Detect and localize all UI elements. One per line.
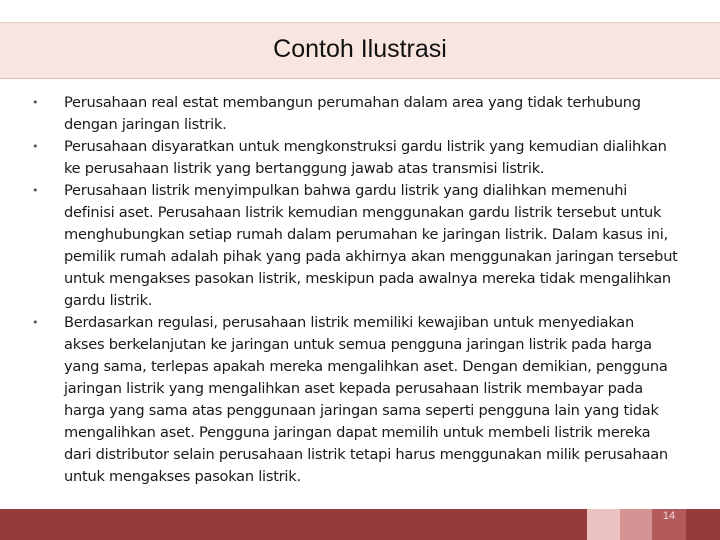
page-number: 14 <box>662 510 676 522</box>
bullet-dot-icon: • <box>32 184 39 197</box>
footer-accent-block-4 <box>686 509 720 540</box>
bullet-list <box>28 92 678 488</box>
bullet-text: Berdasarkan regulasi, perusahaan listrik memiliki kewajiban untuk menyediakan akses berkelanjutan ke jaringan untuk semua pengguna jaringan listrik pada harga yang sama, terlepas apakah mereka mengalihkan aset. Dengan demikian, pengguna jaringan listrik yang mengalihkan aset kepada perusahaan listrik membayar pada harga yang sama atas penggunaan jaringan sama seperti pengguna lain yang tidak mengalihkan aset. Pengguna jaringan dapat memilih untuk membeli listrik mereka dari distributor selain perusahaan listrik tetapi harus menggunakan milik perusahaan untuk mengakses pasokan listrik. <box>64 314 668 485</box>
bullet-item <box>28 312 678 488</box>
footer-bar <box>0 509 720 540</box>
bullet-dot-icon: • <box>32 140 39 153</box>
bullet-text: Perusahaan disyaratkan untuk mengkonstruksi gardu listrik yang kemudian dialihkan ke perusahaan listrik yang bertanggung jawab atas transmisi listrik. <box>64 138 667 177</box>
slide-title: Contoh Ilustrasi <box>273 35 447 63</box>
bullet-dot-icon: • <box>32 96 39 109</box>
slide-content <box>28 92 678 488</box>
bullet-item <box>28 180 678 312</box>
footer-main-block <box>0 509 587 540</box>
top-band <box>0 0 720 23</box>
bullet-text: Perusahaan listrik menyimpulkan bahwa gardu listrik yang dialihkan memenuhi definisi aset. Perusahaan listrik kemudian menggunakan gardu listrik tersebut untuk menghubungkan setiap rumah dalam perumahan ke jaringan listrik. Dalam kasus ini, pemilik rumah adalah pihak yang pada akhirnya akan menggunakan jaringan tersebut untuk mengakses pasokan listrik, meskipun pada awalnya mereka tidak mengalihkan gardu listrik. <box>64 182 678 309</box>
bullet-text: Perusahaan real estat membangun perumahan dalam area yang tidak terhubung dengan jaringan listrik. <box>64 94 641 133</box>
footer-accent-block-1 <box>587 509 620 540</box>
bullet-dot-icon: • <box>32 316 39 329</box>
bullet-item <box>28 92 678 136</box>
footer-accent-block-2 <box>620 509 652 540</box>
bullet-item <box>28 136 678 180</box>
